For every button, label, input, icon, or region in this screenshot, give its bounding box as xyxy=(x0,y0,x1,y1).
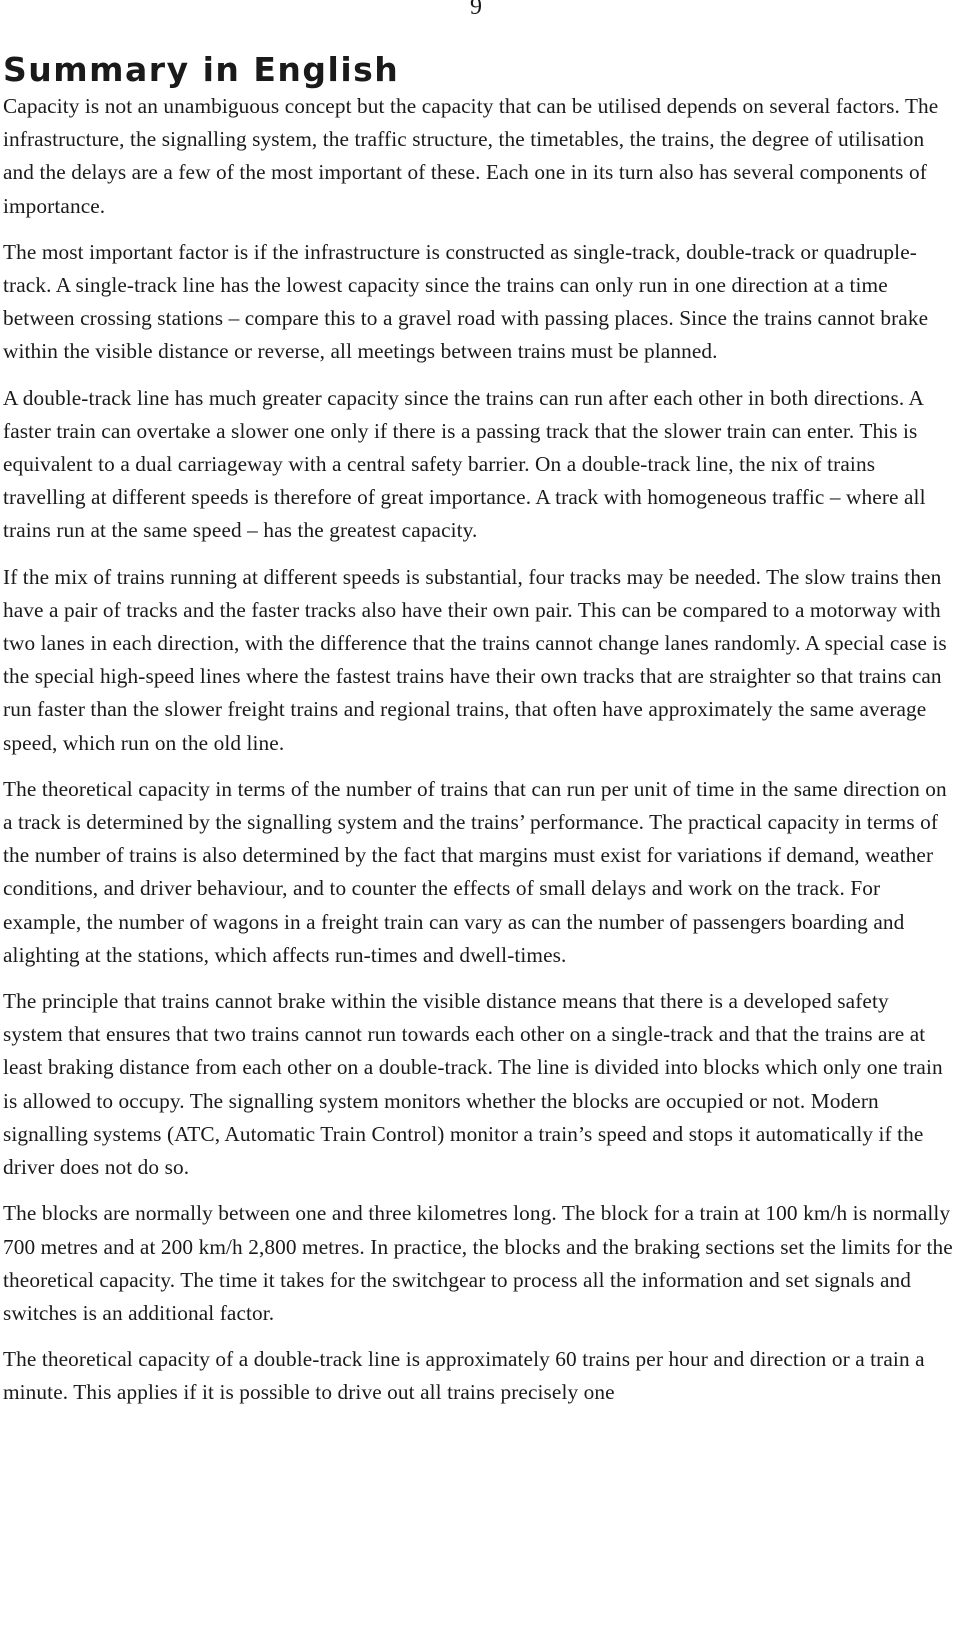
paragraph-double-track-capacity: The theoretical capacity of a double-track line is approximately 60 trains per hour and direction or a train a minute. This applies if it is possible to drive out all trains precisely one xyxy=(3,1347,925,1405)
paragraph-double-track: A double-track line has much greater capacity since the trains can run after each other in both directions. A faster train can overtake a slower one only if there is a passing track that the slower train can enter. This is equivalent to a dual carriageway with a central safety barrier. On a double-track line, the nix of trains travelling at different speeds is therefore of great importance. A track with homogeneous traffic – where all trains run at the same speed – has the greatest capacity. xyxy=(3,385,926,543)
body-text xyxy=(3,90,953,1423)
section-heading: Summary in English xyxy=(3,50,400,89)
paragraph-single-track: The most important factor is if the infrastructure is constructed as single-track, double-track or quadruple-track. A single-track line has the lowest capacity since the trains can only run in one direction at a time between crossing stations – compare this to a gravel road with passing places. Since the trains cannot brake within the visible distance or reverse, all meetings between trains must be planned. xyxy=(3,239,929,364)
paragraph-theoretical-capacity: The theoretical capacity in terms of the number of trains that can run per unit of time in the same direction on a track is determined by the signalling system and the trains’ performance. The practical capacity in terms of the number of trains is also determined by the fact that margins must exist for variations if demand, weather conditions, and driver behaviour, and to counter the effects of small delays and work on the track. For example, the number of wagons in a freight train can vary as can the number of passengers boarding and alighting at the stations, which affects run-times and dwell-times. xyxy=(3,776,947,967)
paragraph-safety-system: The principle that trains cannot brake within the visible distance means that there is a developed safety system that ensures that two trains cannot run towards each other on a single-track and that the trains are at least braking distance from each other on a double-track. The line is divided into blocks which only one train is allowed to occupy. The signalling system monitors whether the blocks are occupied or not. Modern signalling systems (ATC, Automatic Train Control) monitor a train’s speed and stops it automatically if the driver does not do so. xyxy=(3,989,943,1180)
paragraph-capacity-factors: Capacity is not an unambiguous concept but the capacity that can be utilised depends on several factors. The infrastructure, the signalling system, the traffic structure, the timetables, the trains, the degree of utilisation and the delays are a few of the most important of these. Each one in its turn also has several components of importance. xyxy=(3,94,939,218)
paragraph-quadruple-track: If the mix of trains running at different speeds is substantial, four tracks may be needed. The slow trains then have a pair of tracks and the faster tracks also have their own pair. This can be compared to a motorway with two lanes in each direction, with the difference that the trains cannot change lanes randomly. A special case is the special high-speed lines where the fastest trains have their own tracks that are straighter so that trains can run faster than the slower freight trains and regional trains, that often have approximately the same average speed, which run on the old line. xyxy=(3,564,947,755)
page-number: 9 xyxy=(470,0,482,20)
paragraph-block-length: The blocks are normally between one and three kilometres long. The block for a train at 100 km/h is normally 700 metres and at 200 km/h 2,800 metres. In practice, the blocks and the braking sections set the limits for the theoretical capacity. The time it takes for the switchgear to process all the information and set signals and switches is an additional factor. xyxy=(3,1201,953,1325)
